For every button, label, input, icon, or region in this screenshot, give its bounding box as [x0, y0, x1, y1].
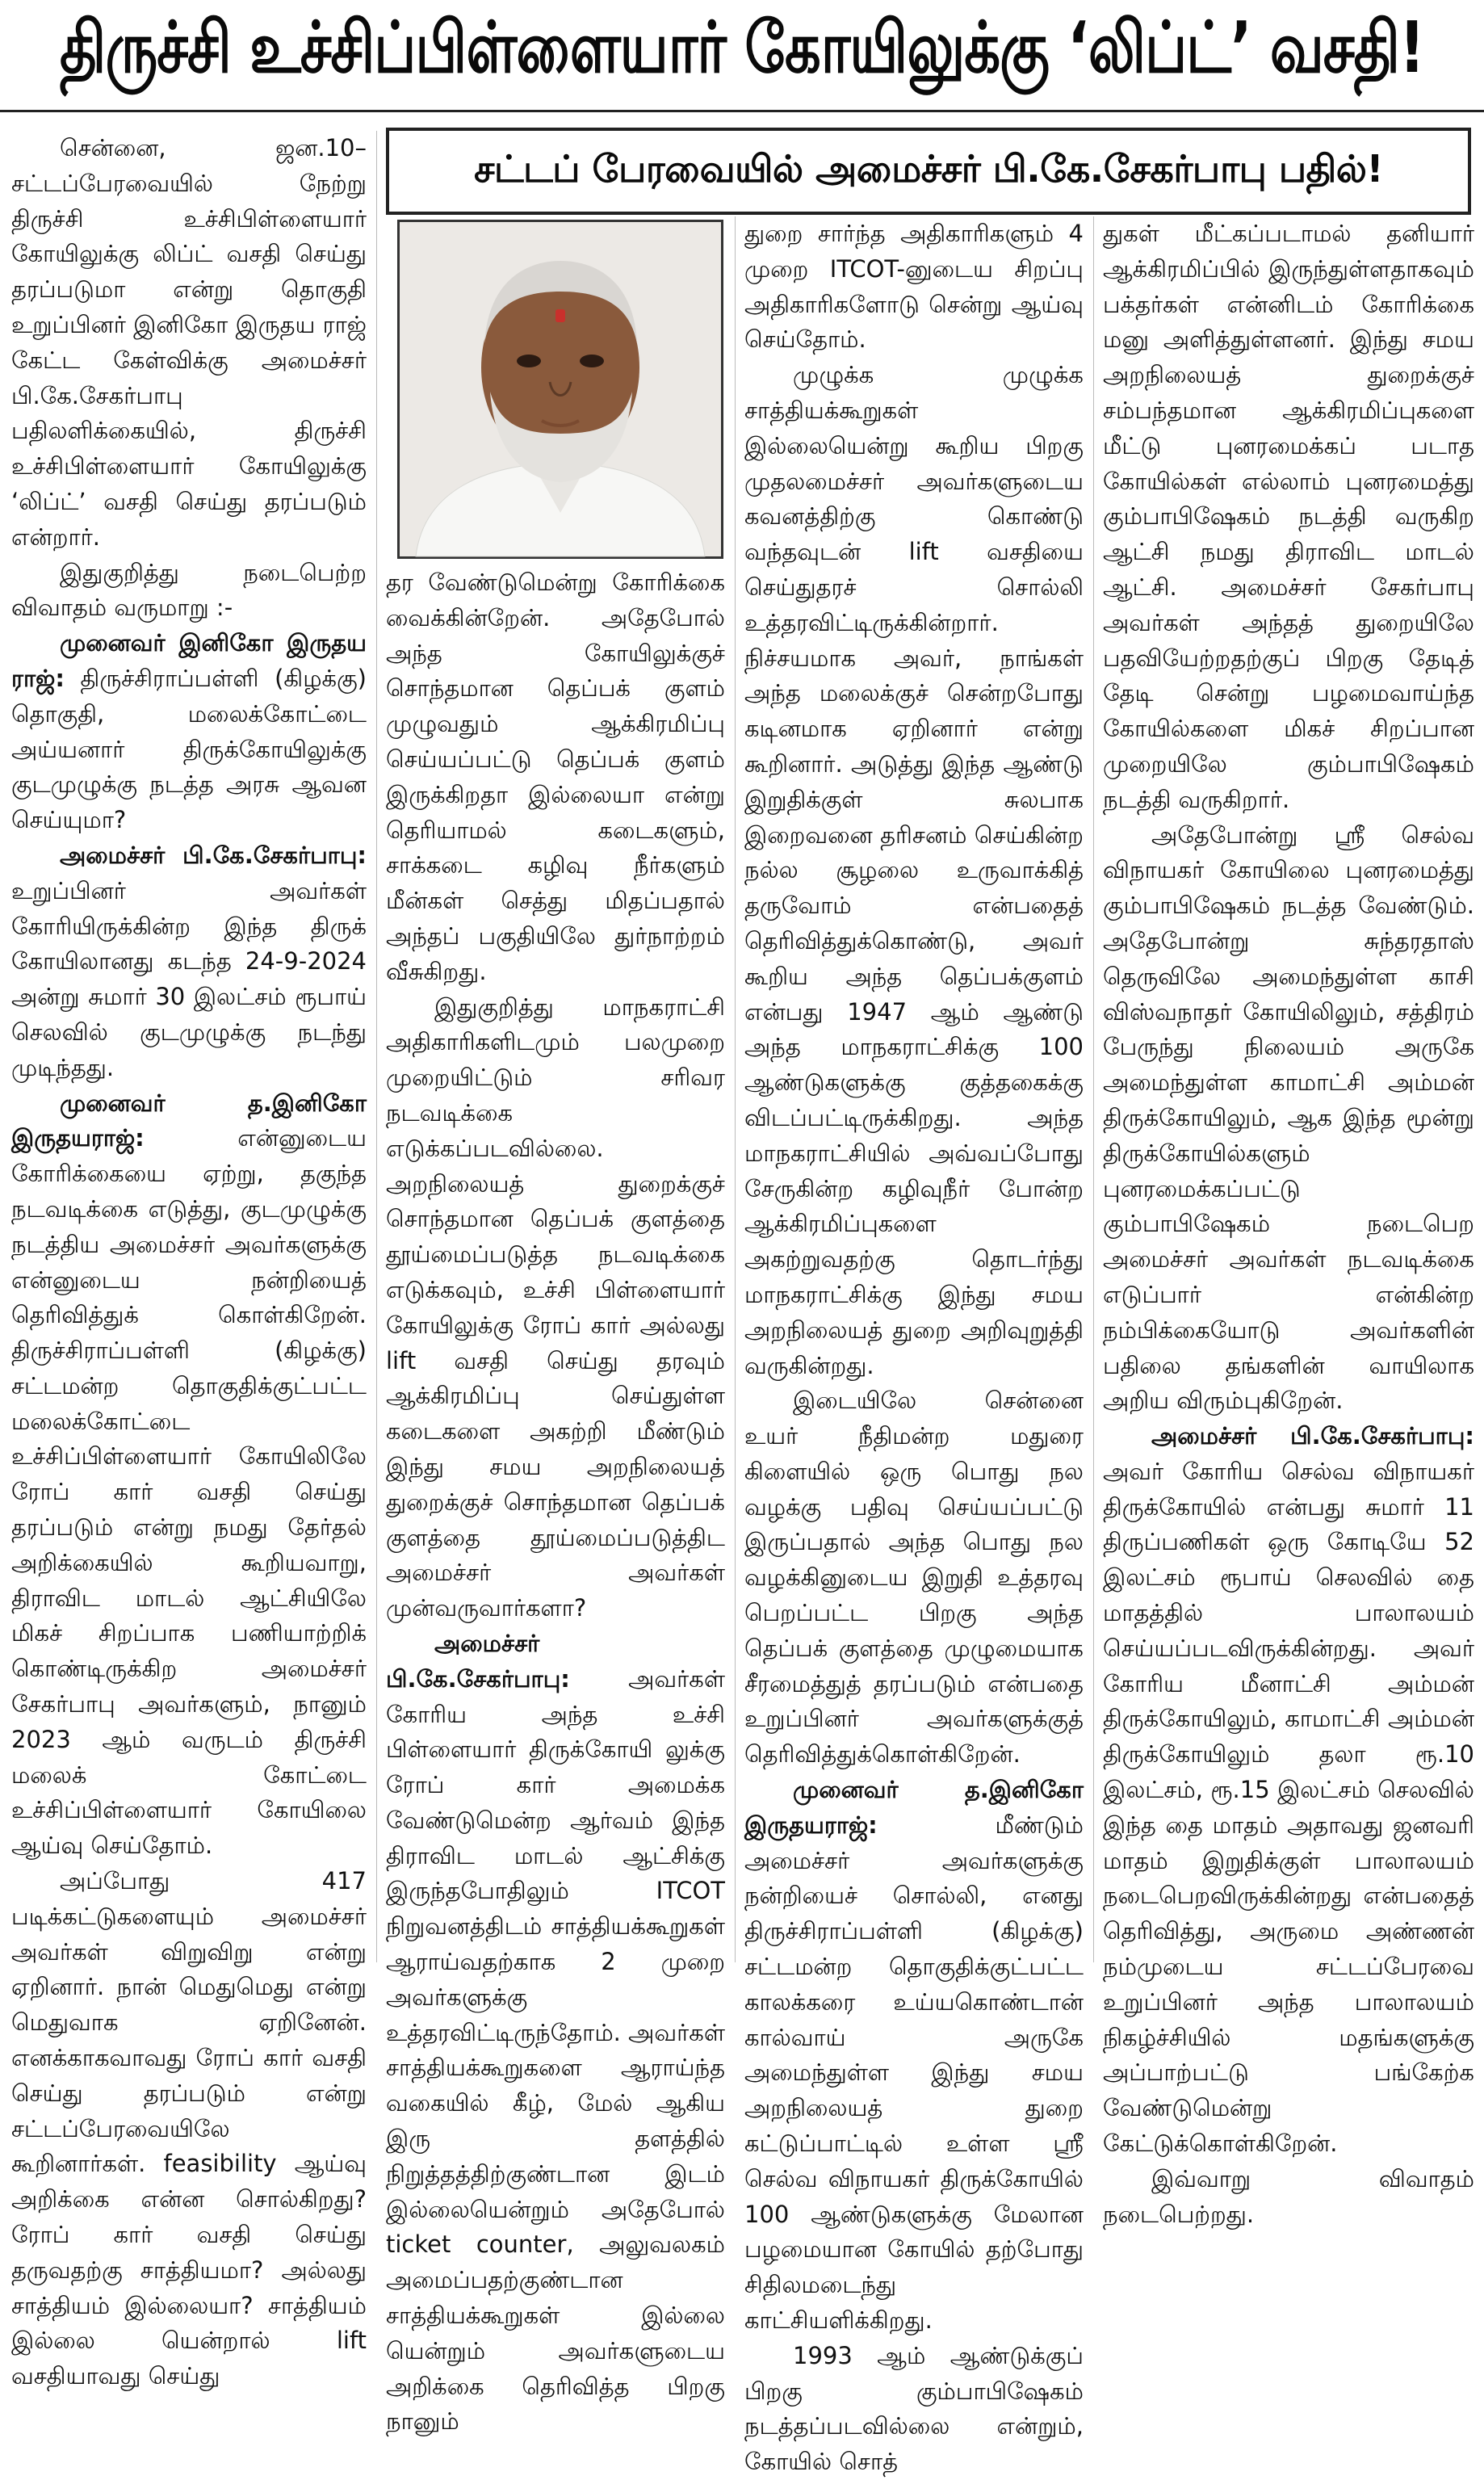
article-column-3 [744, 216, 1084, 2476]
dialogue-paragraph [1103, 1419, 1474, 2162]
headline: திருச்சி உச்சிப்பிள்ளையார் கோயிலுக்கு ‘லிப்ட்’ வசதி! [60, 6, 1424, 89]
dialogue-paragraph [386, 1626, 725, 2440]
dialogue-paragraph [11, 838, 367, 1086]
speech-text: உறுப்பினர் அவர்கள் கோரியிருக்கின்ற இந்த திருக் கோயிலானது கடந்த 24-9-2024 அன்று சுமார் 30 இலட்சம் ரூபாய் செலவில் குடமுழுக்கு நடந்து முடிந்தது. [11, 876, 367, 1081]
paragraph: இதுகுறித்து மாநகராட்சி அதிகாரிகளிடமும் பலமுறை முறையிட்டும் சரிவர நடவடிக்கை எடுக்கப்படவில்லை. அறநிலையத் துறைக்குச் சொந்தமான தெப்பக் குளத்தை தூய்மைப்படுத்த நடவடிக்கை எடுக்கவும், உச்சி பிள்ளையார் கோயிலுக்கு ரோப் கார் அல்லது lift வசதி செய்து தரவும் ஆக்கிரமிப்பு செய்துள்ள கடைகளை அகற்றி மீண்டும் இந்து சமய அறநிலையத் துறைக்குச் சொந்தமான தெப்பக் குளத்தை தூய்மைப்படுத்திட அமைச்சர் அவர்கள் முன்வருவார்களா? [386, 992, 725, 1622]
minister-photo [397, 220, 723, 559]
article-column-1 [11, 131, 367, 2390]
speech-text: மீண்டும் அமைச்சர் அவர்களுக்கு நன்றியைச் சொல்லி, எனது திருச்சிராப்பள்ளி (கிழக்கு) சட்டமன்ற தொகுதிக்குட்பட்ட காலக்கரை உய்யகொண்டான் கால்வாய் அருகே அமைந்துள்ள இந்து சமய அறநிலையத் துறை கட்டுப்பாட்டில் உள்ள ஸ்ரீ செல்வ விநாயகர் திருக்கோயில் 100 ஆண்டுகளுக்கு மேலான பழமையான கோயில் தற்போது சிதிலமடைந்து காட்சியளிக்கிறது. [744, 1811, 1084, 2335]
paragraph: சென்னை, ஜன.10– சட்டப்பேரவையில் நேற்று திருச்சி உச்சிபிள்ளையார் கோயிலுக்கு லிப்ட் வசதி செய்து தரப்படுமா என்று தொகுதி உறுப்பினர் இனிகோ இருதய ராஜ் கேட்ட கேள்விக்கு அமைச்சர் பி.கே.சேகர்பாபு பதிலளிக்கையில், திருச்சி உச்சிபிள்ளையார் கோயிலுக்கு ‘லிப்ட்’ வசதி செய்து தரப்படும் என்றார். [11, 134, 367, 551]
paragraph: துகள் மீட்கப்படாமல் தனியார் ஆக்கிரமிப்பில் இருந்துள்ளதாகவும் பக்தர்கள் என்னிடம் கோரிக்கை மனு அளித்துள்ளனர். இந்து சமய அறநிலையத் துறைக்குச் சம்பந்தமான ஆக்கிரமிப்புகளை மீட்டு புனரமைக்கப் படாத கோயில்கள் எல்லாம் புனரமைத்து கும்பாபிஷேகம் நடத்தி வருகிற ஆட்சி நமது திராவிட மாடல் ஆட்சி. அமைச்சர் சேகர்பாபு அவர்கள் அந்தத் துறையிலே பதவியேற்றதற்குப் பிறகு தேடித் தேடி சென்று பழமைவாய்ந்த கோயில்களை மிகச் சிறப்பான முறையிலே கும்பாபிஷேகம் நடத்தி வருகிறார். [1103, 220, 1474, 813]
subheadline-box: சட்டப் பேரவையில் அமைச்சர் பி.கே.சேகர்பாபு பதில்! [386, 128, 1471, 215]
paragraph: அதேபோன்று ஸ்ரீ செல்வ விநாயகர் கோயிலை புனரமைத்து கும்பாபிஷேகம் நடத்த வேண்டும். அதேபோன்று சுந்தரதாஸ் தெருவிலே அமைந்துள்ள காசி விஸ்வநாதர் கோயிலிலும், சத்திரம் பேருந்து நிலையம் அருகே அமைந்துள்ள காமாட்சி அம்மன் திருக்கோயிலும், ஆக இந்த மூன்று திருக்கோயில்களும் புனரமைக்கப்பட்டு கும்பாபிஷேகம் நடைபெற அமைச்சர் அவர்கள் நடவடிக்கை எடுப்பார் என்கின்ற நம்பிக்கையோடு அவர்களின் பதிலை தங்களின் வாயிலாக அறிய விரும்புகிறேன். [1103, 820, 1474, 1415]
column-divider [376, 131, 377, 1962]
paragraph: முழுக்க முழுக்க சாத்தியக்கூறுகள் இல்லையென்று கூறிய பிறகு முதலமைச்சர் அவர்களுடைய கவனத்திற்கு கொண்டு வந்தவுடன் lift வசதியை செய்துதரச் சொல்லி உத்தரவிட்டிருக்கின்றார். நிச்சயமாக அவர், நாங்கள் அந்த மலைக்குச் சென்றபோது கடினமாக ஏறினார் என்று கூறினார். அடுத்து இந்த ஆண்டு இறுதிக்குள் சுலபாக இறைவனை தரிசனம் செய்கின்ற நல்ல சூழலை உருவாக்கித் தருவோம் என்பதைத் தெரிவித்துக்கொண்டு, அவர் கூறிய அந்த தெப்பக்குளம் என்பது 1947 ஆம் ஆண்டு அந்த மாநகராட்சிக்கு 100 ஆண்டுகளுக்கு குத்தகைக்கு விடப்பட்டிருக்கிறது. அந்த மாநகராட்சியில் அவ்வப்போது சேருகின்ற கழிவுநீர் போன்ற ஆக்கிரமிப்புகளை அகற்றுவதற்கு தொடர்ந்து மாநகராட்சிக்கு இந்து சமய அறநிலையத் துறை அறிவுறுத்தி வருகின்றது. [744, 361, 1084, 1379]
speech-text: திருச்சிராப்பள்ளி (கிழக்கு) தொகுதி, மலைக்கோட்டை அய்யனார் திருக்கோயிலுக்கு குடமுழுக்கு நடத்த அரசு ஆவன செய்யுமா? [11, 664, 367, 834]
paragraph: இடையிலே சென்னை உயர் நீதிமன்ற மதுரை கிளையில் ஒரு பொது நல வழக்கு பதிவு செய்யப்பட்டு இருப்பதால் அந்த பொது நல வழக்கினுடைய இறுதி உத்தரவு பெறப்பட்ட பிறகு அந்த தெப்பக் குளத்தை முழுமையாக சீரமைத்துத் தரப்படும் என்பதை உறுப்பினர் அவர்களுக்குத் தெரிவித்துக்கொள்கிறேன். [744, 1387, 1084, 1769]
article-column-2 [386, 565, 725, 2436]
portrait-illustration [400, 222, 721, 556]
dialogue-paragraph [744, 1773, 1084, 2339]
speech-text: என்னுடைய கோரிக்கையை ஏற்று, தகுந்த நடவடிக்கை எடுத்து, குடமுழுக்கு நடத்திய அமைச்சர் அவர்களுக்கு என்னுடைய நன்றியைத் தெரிவித்துக் கொள்கிறேன். திருச்சிராப்பள்ளி (கிழக்கு) சட்டமன்ற தொகுதிக்குட்பட்ட மலைக்கோட்டை உச்சிப்பிள்ளையார் கோயிலிலே ரோப் கார் வசதி செய்து தரப்படும் என்று நமது தேர்தல் அறிக்கையில் கூறியவாறு, திராவிட மாடல் ஆட்சியிலே மிகச் சிறப்பாக பணியாற்றிக் கொண்டிருக்கிற அமைச்சர் சேகர்பாபு அவர்களும், நானும் 2023 ஆம் வருடம் திருச்சி மலைக் கோட்டை உச்சிப்பிள்ளையார் கோயிலை ஆய்வு செய்தோம். [11, 1124, 367, 1860]
speech-text: அவர்கள் கோரிய அந்த உச்சி பிள்ளையார் திருக்கோயி லுக்கு ரோப் கார் அமைக்க வேண்டுமென்ற ஆர்வம் இந்த திராவிட மாடல் ஆட்சிக்கு இருந்தபோதிலும் ITCOT நிறுவனத்திடம் சாத்தியக்கூறுகள் ஆராய்வதற்காக 2 முறை அவர்களுக்கு உத்தரவிட்டிருந்தோம். அவர்கள் சாத்தியக்கூறுகளை ஆராய்ந்த வகையில் கீழ், மேல் ஆகிய இரு தளத்தில் நிறுத்தத்திற்குண்டான இடம் இல்லையென்றும் அதேபோல் ticket counter, அலுவலகம் அமைப்பதற்குண்டான சாத்தியக்கூறுகள் இல்லை யென்றும் அவர்களுடைய அறிக்கை தெரிவித்த பிறகு நானும் [386, 1664, 725, 2436]
speaker-name: முனைவர் த.இனிகோ இருதயராஜ்: [11, 1089, 367, 1152]
speaker-name: அமைச்சர் பி.கே.சேகர்பாபு: [1151, 1422, 1474, 1450]
speaker-name: முனைவர் இனிகோ இருதய ராஜ்: [11, 629, 367, 692]
headline-rule [0, 110, 1484, 112]
dialogue-paragraph [11, 1086, 367, 1865]
column-divider [735, 216, 736, 1962]
paragraph: அப்போது 417 படிக்கட்டுகளையும் அமைச்சர் அவர்கள் விறுவிறு என்று ஏறினார். நான் மெதுமெது என்று மெதுவாக ஏறினேன். எனக்காகவாவது ரோப் கார் வசதி செய்து தரப்படும் என்று சட்டப்பேரவையிலே கூறினார்கள். feasibility ஆய்வு அறிக்கை என்ன சொல்கிறது? ரோப் கார் வசதி செய்து தருவதற்கு சாத்தியமா? அல்லது சாத்தியம் இல்லையா? சாத்தியம் இல்லை யென்றால் lift வசதியாவது செய்து [11, 1867, 367, 2390]
paragraph: இதுகுறித்து நடைபெற்ற விவாதம் வருமாறு :- [11, 558, 367, 622]
speaker-name: முனைவர் த.இனிகோ இருதயராஜ்: [744, 1776, 1084, 1839]
paragraph: தர வேண்டுமென்று கோரிக்கை வைக்கின்றேன். அதேபோல் அந்த கோயிலுக்குச் சொந்தமான தெப்பக் குளம் முழுவதும் ஆக்கிரமிப்பு செய்யப்பட்டு தெப்பக் குளம் இருக்கிறதா இல்லையா என்று தெரியாமல் கடைகளும், சாக்கடை கழிவு நீர்களும் மீன்கள் செத்து மிதப்பதால் அந்தப் பகுதியிலே துர்நாற்றம் வீசுகிறது. [386, 569, 725, 985]
article-column-4 [1103, 216, 1474, 2228]
paragraph: 1993 ஆம் ஆண்டுக்குப் பிறகு கும்பாபிஷேகம் நடத்தப்படவில்லை என்றும், கோயில் சொத் [744, 2341, 1084, 2476]
column-divider [1093, 216, 1094, 1962]
speaker-name: அமைச்சர் பி.கே.சேகர்பாபு: [386, 1629, 570, 1693]
speech-text: அவர் கோரிய செல்வ விநாயகர் திருக்கோயில் என்பது சுமார் 11 திருப்பணிகள் ஒரு கோடியே 52 இலட்சம் ரூபாய் செலவில் தை மாதத்தில் பாலாலயம் செய்யப்படவிருக்கின்றது. அவர் கோரிய மீனாட்சி அம்மன் திருக்கோயிலும், காமாட்சி அம்மன் திருக்கோயிலும் தலா ரூ.10 இலட்சம், ரூ.15 இலட்சம் செலவில் இந்த தை மாதம் அதாவது ஜனவரி மாதம் இறுதிக்குள் பாலாலயம் நடைபெறவிருக்கின்றது என்பதைத் தெரிவித்து, அருமை அண்ணன் நம்முடைய சட்டப்பேரவை உறுப்பினர் அந்த பாலாலயம் நிகழ்ச்சியில் மதங்களுக்கு அப்பாற்பட்டு பங்கேற்க வேண்டுமென்று கேட்டுக்கொள்கிறேன். [1103, 1457, 1474, 2158]
speaker-name: அமைச்சர் பி.கே.சேகர்பாபு: [60, 841, 367, 869]
paragraph: இவ்வாறு விவாதம் நடைபெற்றது. [1103, 2164, 1474, 2228]
paragraph: துறை சார்ந்த அதிகாரிகளும் 4 முறை ITCOT-னுடைய சிறப்பு அதிகாரிகளோடு சென்று ஆய்வு செய்தோம். [744, 220, 1084, 354]
dialogue-paragraph [11, 626, 367, 838]
